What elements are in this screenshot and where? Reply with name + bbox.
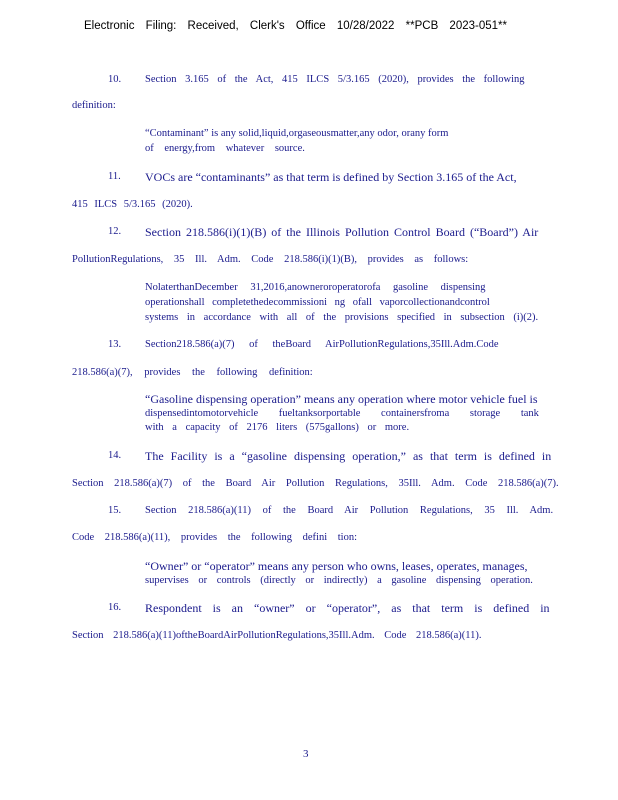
paragraph-number: 13. (108, 339, 122, 350)
filing-header: Electronic Filing: Received, Clerk's Office 10/28/2022 **PCB 2023-051** (84, 20, 507, 32)
paragraph-line: Code 218.586(a)(11), provides the following defini tion: (72, 532, 357, 543)
quote-line: operationshall completethedecommissioni ng ofall vaporcollectionandcontrol (145, 297, 490, 308)
quote-line: “Contaminant” is any solid,liquid,orgaseousmatter,any odor, orany form (145, 128, 449, 139)
quote-line: of energy,from whatever source. (145, 143, 305, 154)
paragraph-line: 218.586(a)(7), provides the following definition: (72, 367, 313, 378)
paragraph-line: The Facility is a “gasoline dispensing operation,” as that term is defined in (145, 449, 552, 463)
paragraph-number: 16. (108, 602, 122, 613)
paragraph-line: Section 218.586(a)(7) of the Board Air Pollution Regulations, 35Ill. Adm. Code 218.586(a)(7). (72, 478, 559, 489)
page-number: 3 (303, 748, 309, 760)
paragraph-line: Section 218.586(a)(11) of the Board Air Pollution Regulations, 35 Ill. Adm. (145, 505, 554, 516)
paragraph-line: definition: (72, 100, 116, 111)
quote-line: systems in accordance with all of the provisions specified in subsection (i)(2). (145, 312, 539, 323)
quote-line: “Owner” or “operator” means any person who owns, leases, operates, manages, (145, 559, 528, 573)
paragraph-line: 415 ILCS 5/3.165 (2020). (72, 199, 193, 210)
paragraph-number: 12. (108, 226, 122, 237)
quote-line: supervises or controls (directly or indirectly) a gasoline dispensing operation. (145, 575, 533, 586)
paragraph-line: Section 218.586(a)(11)oftheBoardAirPollutionRegulations,35Ill.Adm. Code 218.586(a)(11). (72, 630, 482, 641)
paragraph-line: PollutionRegulations, 35 Ill. Adm. Code 218.586(i)(1)(B), provides as follows: (72, 254, 469, 265)
paragraph-number: 15. (108, 505, 122, 516)
quote-line: NolaterthanDecember 31,2016,anowneroroperatorofa gasoline dispensing (145, 282, 486, 293)
paragraph-number: 14. (108, 450, 122, 461)
paragraph-line: Section 218.586(i)(1)(B) of the Illinois Pollution Control Board (“Board”) Air (145, 225, 539, 239)
paragraph-line: Section218.586(a)(7) of theBoard AirPollutionRegulations,35Ill.Adm.Code (145, 339, 499, 350)
quote-line: with a capacity of 2176 liters (575gallons) or more. (145, 422, 410, 433)
paragraph-line: Respondent is an “owner” or “operator”, as that term is defined in (145, 601, 550, 615)
paragraph-line: VOCs are “contaminants” as that term is defined by Section 3.165 of the Act, (145, 170, 517, 184)
quote-line: dispensedintomotorvehicle fueltanksorportable containersfroma storage tank (145, 408, 539, 419)
paragraph-line: Section 3.165 of the Act, 415 ILCS 5/3.165 (2020), provides the following (145, 74, 525, 85)
paragraph-number: 11. (108, 171, 121, 182)
quote-line: “Gasoline dispensing operation” means any operation where motor vehicle fuel is (145, 392, 538, 406)
paragraph-number: 10. (108, 74, 122, 85)
